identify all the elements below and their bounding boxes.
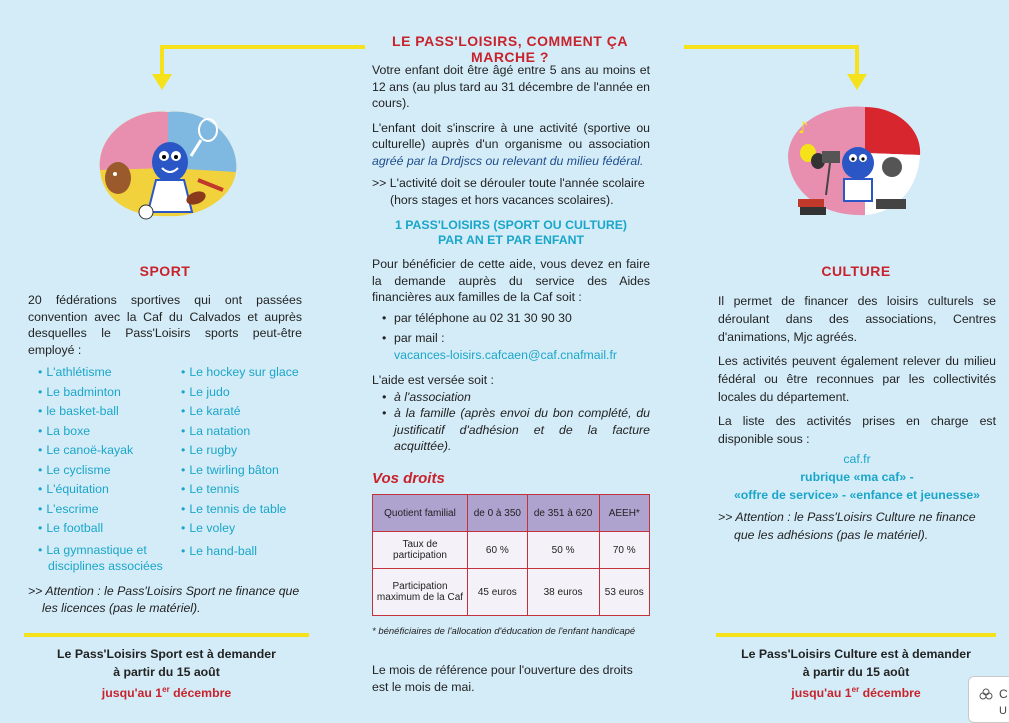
sport-title: SPORT (139, 263, 191, 279)
inscription-text: L'enfant doit s'inscrire à une activité (sportive ou culturelle) auprès d'un organisme ou association (372, 120, 650, 151)
table-cell: 60 % (468, 532, 528, 569)
culture-footer-deadline-end: décembre (859, 686, 921, 701)
headline-line-2: PAR AN ET PAR ENFANT (438, 233, 584, 247)
list-item: • Le tennis (181, 480, 306, 500)
headline-line-1: 1 PASS'LOISIRS (SPORT OU CULTURE) (394, 218, 628, 232)
floating-widget[interactable] (968, 676, 1009, 723)
list-item: • Le twirling bâton (181, 461, 306, 481)
table-row (373, 569, 650, 616)
culture-paragraph-3: La liste des activités prises en charge est disponible sous : (718, 414, 996, 446)
list-item: • La natation (181, 422, 306, 442)
mail-link[interactable]: vacances-loisirs.cafcaen@caf.cnafmail.fr (394, 347, 617, 362)
sport-footer-line-2: à partir du 15 août (113, 665, 220, 679)
option-association-text: à l'association (394, 389, 471, 404)
culture-footer-line (716, 633, 996, 637)
list-item: • Le judo (181, 383, 306, 403)
sport-footer-line-1: Le Pass'Loisirs Sport est à demander (57, 647, 276, 661)
caf-link-rubrique[interactable]: rubrique «ma caf» - (800, 470, 914, 484)
caf-link-offre[interactable]: «offre de service» - «enfance et jeunesse» (733, 488, 981, 502)
sport-footer-line (24, 633, 309, 637)
list-item: • L'équitation (38, 480, 178, 500)
top-left-connector-drop (160, 45, 164, 75)
school-year-note: >> L'activité doit se dérouler toute l'année scolaire (hors stages et hors vacances scolaires). (372, 176, 645, 207)
table-cell: 38 euros (527, 569, 599, 616)
sport-list-col1 (38, 363, 178, 574)
list-item: • Le rugby (181, 441, 306, 461)
age-paragraph: Votre enfant doit être âgé entre 5 ans au moins et 12 ans (au plus tard au 31 décembre de l'année en cours). (372, 63, 650, 110)
agreement-highlight: agréé par la Drdjscs ou relevant du milieu fédéral. (372, 153, 644, 168)
table-header-cell: de 351 à 620 (527, 495, 599, 532)
sport-illustration (88, 100, 248, 230)
list-item: • Le canoë-kayak (38, 441, 178, 461)
table-row-label: Taux de participation (373, 532, 468, 569)
table-cell: 45 euros (468, 569, 528, 616)
culture-footer-deadline: jusqu'au 1 (791, 686, 852, 701)
payment-option-family (380, 405, 650, 455)
sport-footer-deadline-end: décembre (169, 686, 232, 701)
table-row (373, 532, 650, 569)
culture-footer-line-2: à partir du 15 août (802, 665, 910, 679)
culture-paragraph-1: Il permet de financer des loisirs culturels se déroulant dans des associations, Centres d'animations, Mjc agréés. (718, 294, 996, 344)
list-item: • Le tennis de table (181, 500, 306, 520)
request-paragraph: Pour bénéficier de cette aide, vous devez en faire la demande auprès du service des Aides financières aux familles de la Caf soit : (372, 257, 650, 304)
table-header-row (373, 495, 650, 532)
culture-footer-sup: er (851, 685, 860, 694)
widget-label-2: U (999, 705, 1007, 717)
svg-text:♪: ♪ (798, 118, 809, 137)
payment-intro: L'aide est versée soit : (372, 373, 494, 387)
list-item: • Le voley (181, 519, 306, 539)
table-cell: 53 euros (599, 569, 649, 616)
culture-illustration (780, 95, 930, 230)
table-header-cell: Quotient familial (373, 495, 468, 532)
list-item: • Le badminton (38, 383, 178, 403)
list-item: • L'athlétisme (38, 363, 178, 383)
list-item: • La boxe (38, 422, 178, 442)
option-family-text: à la famille (après envoi du bon complété, du justificatif d'adhésion et de la facture acquittée). (394, 406, 650, 453)
widget-label-1: C (999, 687, 1008, 701)
reference-month-paragraph: Le mois de référence pour l'ouverture des droits est le mois de mai. (372, 663, 633, 694)
table-cell: 70 % (599, 532, 649, 569)
phone-text: par téléphone au 02 31 30 90 30 (394, 310, 572, 325)
list-item: • La gymnastique et disciplines associées (38, 542, 178, 574)
arrow-down-icon (846, 72, 868, 94)
culture-footer-line-3 (716, 681, 996, 702)
payment-option-association (380, 389, 650, 406)
list-item: • Le cyclisme (38, 461, 178, 481)
culture-title: CULTURE (821, 263, 891, 279)
sport-list-col2 (181, 363, 306, 561)
droits-title: Vos droits (372, 470, 445, 487)
top-left-connector-line (160, 45, 365, 49)
caf-link[interactable]: caf.fr (843, 452, 871, 466)
list-item: • Le football (38, 519, 178, 539)
list-item: • le basket-ball (38, 402, 178, 422)
culture-footer-line-1: Le Pass'Loisirs Culture est à demander (741, 647, 971, 661)
sport-footer-line-3 (24, 681, 309, 702)
table-header-cell: de 0 à 350 (468, 495, 528, 532)
sport-note: >> Attention : le Pass'Loisirs Sport ne finance que les licences (pas le matériel). (28, 584, 300, 615)
table-header-cell: AEEH* (599, 495, 649, 532)
culture-note: >> Attention : le Pass'Loisirs Culture ne finance que les adhésions (pas le matériel). (718, 510, 976, 542)
arrow-down-icon (151, 72, 173, 94)
culture-paragraph-2: Les activités peuvent également relever du milieu fédéral ou être reconnues par les collectivités locales du département. (718, 354, 996, 404)
droits-table (372, 494, 650, 616)
list-item: • Le hockey sur glace (181, 363, 306, 383)
phone-item (380, 310, 650, 327)
sport-intro: 20 fédérations sportives qui ont passées convention avec la Caf du Calvados et auprès desquelles le Pass'Loisirs sports peut-être employé : (28, 293, 302, 357)
mail-item (380, 330, 650, 347)
center-title: LE PASS'LOISIRS, COMMENT ÇA MARCHE ? (392, 33, 628, 65)
list-item: • L'escrime (38, 500, 178, 520)
flower-icon (979, 688, 993, 702)
table-cell: 50 % (527, 532, 599, 569)
inscription-paragraph (372, 120, 650, 170)
sport-footer-deadline: jusqu'au 1 (101, 686, 163, 701)
top-right-connector-line (684, 45, 858, 49)
list-item: • Le karaté (181, 402, 306, 422)
sport-footer-sup: er (162, 685, 170, 694)
table-row-label: Participation maximum de la Caf (373, 569, 468, 616)
table-footnote: * bénéficiaires de l'allocation d'éducation de l'enfant handicapé (372, 626, 636, 637)
list-item: • Le hand-ball (181, 542, 306, 562)
top-right-connector-drop (855, 45, 859, 75)
mail-label: par mail : (394, 331, 445, 345)
